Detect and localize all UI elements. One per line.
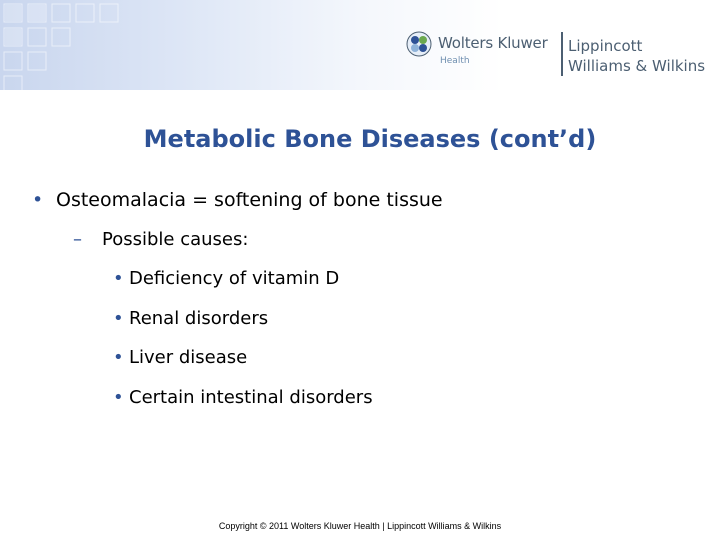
bullet-marker: • — [113, 268, 124, 289]
logo-division-text: Health — [440, 56, 470, 66]
bullet-marker: • — [113, 308, 124, 329]
logo-brand-text: Wolters Kluwer — [438, 34, 548, 52]
logo-partner-line2: Williams & Wilkins — [568, 57, 706, 75]
header-band — [0, 0, 720, 90]
header-grid-pattern — [0, 0, 460, 90]
slide-title: Metabolic Bone Diseases (cont’d) — [143, 125, 597, 153]
logo-partner — [568, 36, 705, 76]
bullet-level3: Renal disorders — [129, 308, 269, 329]
bullet-marker: • — [113, 387, 124, 408]
copyright-footer: Copyright © 2011 Wolters Kluwer Health | Lippincott Williams & Wilkins — [218, 521, 502, 531]
bullet-level2: Possible causes: — [102, 229, 249, 250]
bullet-marker: • — [113, 347, 124, 368]
wolters-kluwer-logo-icon — [406, 31, 432, 57]
bullet-level1: Osteomalacia = softening of bone tissue — [56, 189, 443, 211]
logo-partner-line1: Lippincott — [568, 37, 643, 55]
publisher-logo — [406, 30, 716, 80]
bullet-marker: • — [32, 189, 44, 211]
bullet-level3: Liver disease — [129, 347, 248, 368]
bullet-level3: Deficiency of vitamin D — [129, 268, 340, 289]
bullet-level3: Certain intestinal disorders — [129, 387, 373, 408]
dash-marker: – — [73, 229, 82, 250]
logo-divider — [561, 32, 563, 76]
